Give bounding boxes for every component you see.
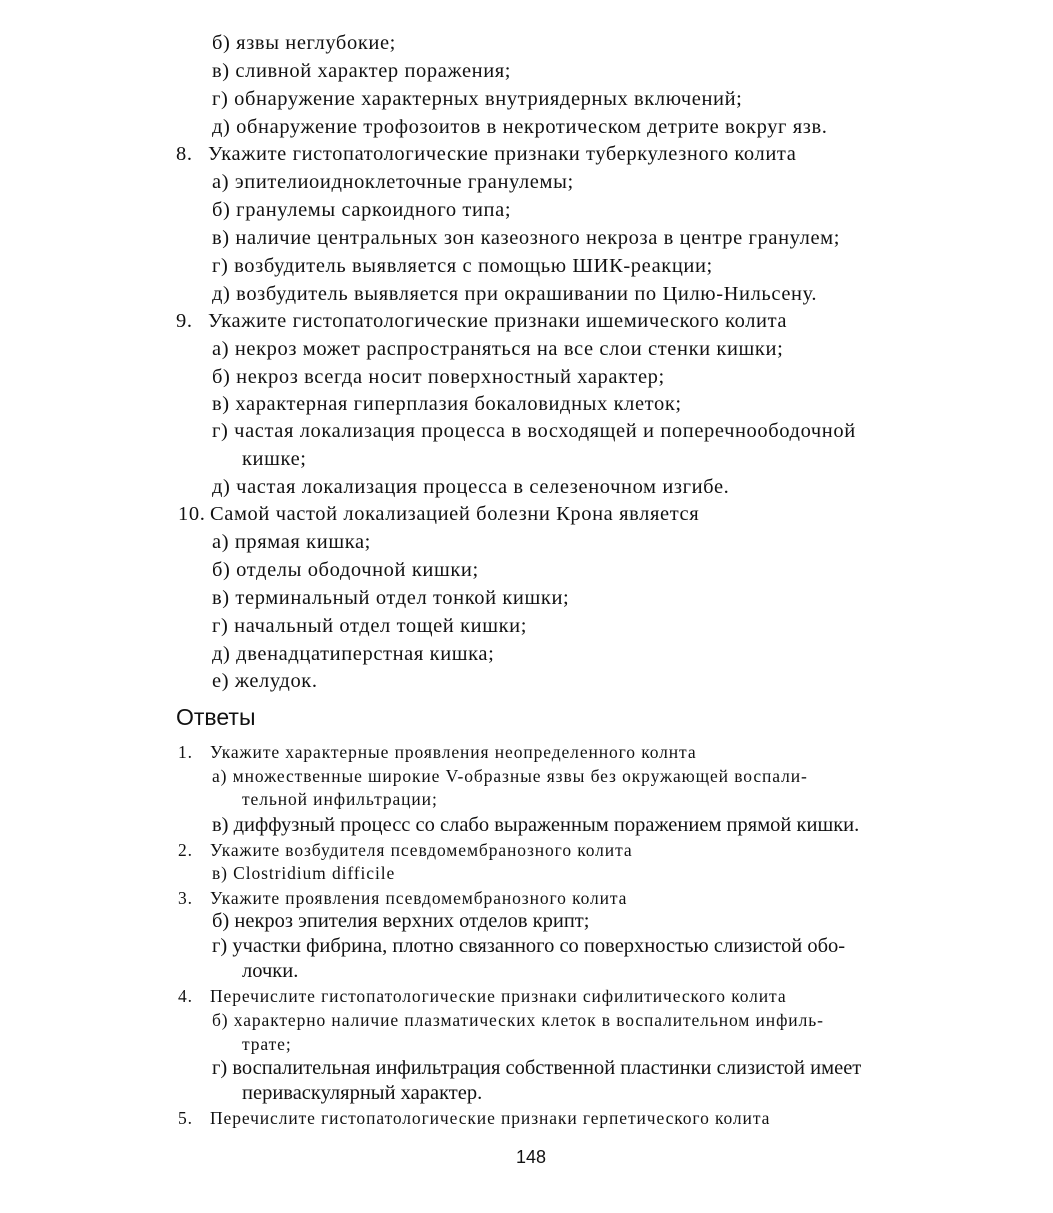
- answer-line-continuation: периваскулярный характер.: [242, 1082, 483, 1104]
- answer-text: Укажите проявления псевдомембранозного колита: [210, 888, 628, 908]
- answer-number: 5.: [178, 1108, 193, 1128]
- answer-line: б) характерно наличие плазматических клеток в воспалительном инфиль-: [212, 1010, 824, 1030]
- answer-line-continuation: тельной инфильтрации;: [242, 789, 438, 809]
- option-line: г) частая локализация процесса в восходящей и поперечноободочной: [212, 420, 856, 442]
- option-line-continuation: кишке;: [242, 448, 307, 470]
- option-line: в) характерная гиперплазия бокаловидных клеток;: [212, 393, 682, 415]
- option-line: б) язвы неглубокие;: [212, 32, 396, 54]
- option-line: е) желудок.: [212, 670, 318, 692]
- answer-number: 4.: [178, 986, 193, 1006]
- option-line: в) сливной характер поражения;: [212, 60, 512, 82]
- question-8: [176, 143, 796, 166]
- answer-line: г) воспалительная инфильтрация собственной пластинки слизистой имеет: [212, 1057, 862, 1079]
- answer-3: [178, 888, 627, 909]
- option-line: д) обнаружение трофозоитов в некротическом детрите вокруг язв.: [212, 116, 828, 138]
- option-line: в) наличие центральных зон казеозного некроза в центре гранулем;: [212, 227, 841, 249]
- option-line: д) двенадцатиперстная кишка;: [212, 643, 495, 665]
- question-10: [178, 503, 699, 526]
- answer-line: в) Clostridium difficile: [212, 863, 396, 883]
- answer-5: [178, 1108, 770, 1129]
- answer-2: [178, 840, 633, 861]
- question-text: Самой частой локализацией болезни Крона является: [210, 503, 700, 525]
- answer-text: Перечислите гистопатологические признаки сифилитического колита: [210, 986, 787, 1006]
- answer-4: [178, 986, 787, 1007]
- answer-line-continuation: лочки.: [242, 960, 299, 982]
- option-line: д) частая локализация процесса в селезеночном изгибе.: [212, 476, 730, 498]
- answer-line: в) диффузный процесс со слабо выраженным поражением прямой кишки.: [212, 814, 860, 836]
- page-number: 148: [516, 1147, 547, 1167]
- option-line: б) отделы ободочной кишки;: [212, 559, 479, 581]
- option-line: а) некроз может распространяться на все слои стенки кишки;: [212, 338, 784, 360]
- question-number: 9.: [176, 310, 193, 332]
- question-text: Укажите гистопатологические признаки ишемического колита: [208, 310, 788, 332]
- option-line: а) прямая кишка;: [212, 531, 371, 553]
- answer-text: Перечислите гистопатологические признаки герпетического колита: [210, 1108, 771, 1128]
- option-line: г) обнаружение характерных внутриядерных включений;: [212, 88, 743, 110]
- option-line: д) возбудитель выявляется при окрашивании по Цилю-Нильсену.: [212, 283, 818, 305]
- section-heading-answers: Ответы: [176, 704, 256, 730]
- answer-number: 1.: [178, 742, 193, 762]
- answer-number: 2.: [178, 840, 193, 860]
- option-line: г) начальный отдел тощей кишки;: [212, 615, 528, 637]
- answer-line-continuation: трате;: [242, 1034, 292, 1054]
- answer-line: а) множественные широкие V-образные язвы без окружающей воспали-: [212, 766, 808, 786]
- answer-line: г) участки фибрина, плотно связанного со поверхностью слизистой обо-: [212, 935, 846, 957]
- answer-line: б) некроз эпителия верхних отделов крипт;: [212, 910, 590, 932]
- option-line: б) некроз всегда носит поверхностный характер;: [212, 366, 665, 388]
- option-line: б) гранулемы саркоидного типа;: [212, 199, 512, 221]
- question-9: [176, 310, 787, 333]
- question-number: 10.: [178, 503, 206, 525]
- question-text: Укажите гистопатологические признаки туберкулезного колита: [208, 143, 797, 165]
- option-line: г) возбудитель выявляется с помощью ШИК-реакции;: [212, 255, 713, 277]
- answer-number: 3.: [178, 888, 193, 908]
- answer-1: [178, 742, 697, 763]
- option-line: в) терминальный отдел тонкой кишки;: [212, 587, 570, 609]
- question-number: 8.: [176, 143, 193, 165]
- answer-text: Укажите характерные проявления неопределенного колнта: [210, 742, 697, 762]
- option-line: а) эпителиоидноклеточные гранулемы;: [212, 171, 574, 193]
- answer-text: Укажите возбудителя псевдомембранозного колита: [210, 840, 633, 860]
